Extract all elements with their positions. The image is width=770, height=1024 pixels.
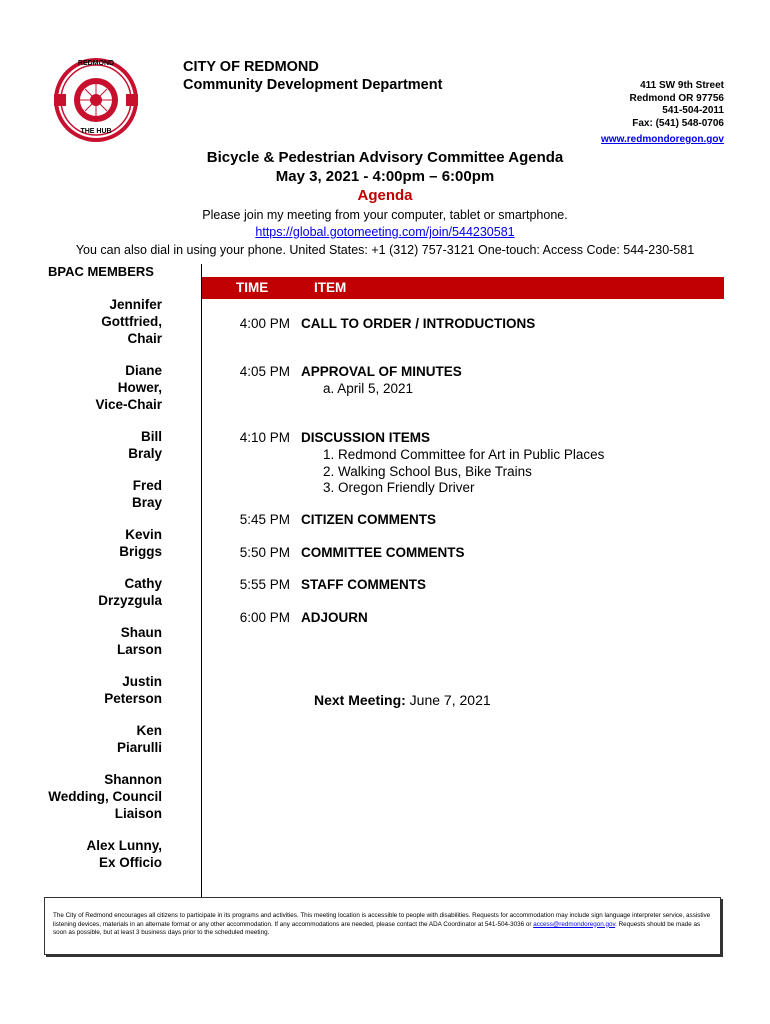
ada-email-link[interactable]: access@redmondoregon.gov: [533, 920, 616, 928]
time-column-header: TIME: [236, 280, 269, 295]
meeting-date: May 3, 2021 - 4:00pm – 6:00pm: [275, 168, 495, 185]
member-entry: [30, 771, 162, 822]
agenda-item: CITIZEN COMMENTS: [301, 512, 436, 527]
member-line: Ex Officio: [98, 855, 162, 870]
members-heading: BPAC MEMBERS: [48, 264, 154, 279]
agenda-subitem: a. April 5, 2021: [323, 381, 414, 396]
agenda-item: STAFF COMMENTS: [301, 577, 426, 592]
member-line: Piarulli: [116, 740, 162, 755]
members-list: [30, 296, 162, 886]
department-block: [183, 58, 442, 94]
member-entry: [30, 624, 162, 658]
member-line: Bray: [131, 495, 162, 510]
member-line: Justin: [122, 674, 162, 689]
agenda-item: DISCUSSION ITEMS: [301, 430, 431, 445]
member-entry: [30, 673, 162, 707]
member-line: Liaison: [114, 806, 162, 821]
agenda-item: COMMITTEE COMMENTS: [301, 545, 465, 560]
dial-in-info: You can also dial in using your phone. United States: +1 (312) 757-3121 One-touch: Access Code: 544-230-581: [75, 243, 695, 257]
footer-text-after: . Requests should be made as soon as possible, but at least 3 business days prior to the scheduled meeting.: [53, 920, 701, 936]
logo-text-top: REDMOND: [77, 60, 115, 67]
member-line: Hower,: [117, 380, 162, 395]
member-line: Fred: [132, 478, 162, 493]
agenda-subitem: 2. Walking School Bus, Bike Trains: [323, 463, 532, 479]
join-block: [0, 207, 770, 241]
member-line: Bill: [140, 429, 162, 444]
agenda-time: 5:55 PM: [239, 577, 290, 592]
phone-number: 541-504-2011: [662, 105, 724, 116]
next-meeting-label: Next Meeting:: [314, 692, 406, 708]
department-name: Community Development Department: [183, 77, 443, 93]
address-block: [601, 80, 724, 147]
member-line: Wedding, Council: [48, 789, 162, 804]
agenda-header-bar: [202, 277, 724, 299]
agenda-subitem: 3. Oregon Friendly Driver: [323, 480, 475, 495]
member-line: Diane: [125, 363, 162, 378]
member-line: Larson: [116, 642, 162, 657]
member-line: Alex Lunny,: [86, 838, 162, 853]
member-entry: [30, 428, 162, 462]
accessibility-footer: [44, 897, 721, 955]
agenda-time: 4:05 PM: [239, 364, 290, 379]
member-line: Briggs: [119, 544, 162, 559]
address-line2: Redmond OR 97756: [629, 92, 724, 104]
member-line: Shannon: [104, 772, 162, 787]
agenda-subitems: [301, 447, 604, 497]
agenda-time: 4:00 PM: [239, 316, 290, 331]
logo-text-bottom: THE HUB: [80, 128, 112, 135]
meeting-link[interactable]: https://global.gotomeeting.com/join/544230581: [255, 225, 515, 239]
agenda-heading: Agenda: [357, 187, 413, 204]
member-line: Drzyzgula: [98, 593, 162, 608]
agenda-time: 5:45 PM: [239, 512, 290, 527]
join-instructions: Please join my meeting from your computer, tablet or smartphone.: [202, 208, 568, 222]
agenda-time: 5:50 PM: [239, 545, 290, 560]
member-line: Ken: [136, 723, 162, 738]
address-line1: 411 SW 9th Street: [640, 80, 724, 91]
member-line: Vice-Chair: [95, 397, 162, 412]
city-name: CITY OF REDMOND: [183, 59, 319, 75]
member-entry: [30, 722, 162, 756]
member-line: Gottfried,: [101, 314, 162, 329]
agenda-time: 6:00 PM: [239, 610, 290, 625]
member-line: Jennifer: [109, 297, 162, 312]
agenda-item: CALL TO ORDER / INTRODUCTIONS: [301, 316, 536, 331]
member-entry: [30, 296, 162, 347]
footer-text-before: The City of Redmond encourages all citizens to participate in its programs and activities. This meeting location is accessible to people with disabilities. Requests for accommodation may include sign language interpreter service, assistive listening devices, materials in an alternate format or any other accommodation. If any accommodations are needed, please contact the ADA Coordinator at 541-504-3036 or: [53, 912, 711, 928]
website-link[interactable]: www.redmondoregon.gov: [601, 134, 724, 145]
member-line: Kevin: [125, 527, 162, 542]
member-entry: [30, 575, 162, 609]
member-line: Cathy: [124, 576, 162, 591]
member-entry: [30, 526, 162, 560]
item-column-header: ITEM: [314, 280, 347, 295]
agenda-item: ADJOURN: [301, 610, 368, 625]
member-line: Chair: [127, 331, 162, 346]
agenda-item: APPROVAL OF MINUTES: [301, 364, 462, 379]
committee-title: Bicycle & Pedestrian Advisory Committee Agenda: [206, 149, 564, 166]
next-meeting: [314, 692, 491, 708]
member-line: Braly: [128, 446, 162, 461]
member-line: Peterson: [104, 691, 162, 706]
fax-number: Fax: (541) 548-0706: [632, 117, 724, 129]
next-meeting-date: June 7, 2021: [405, 692, 491, 708]
member-entry: [30, 477, 162, 511]
agenda-subitem: 1. Redmond Committee for Art in Public Places: [323, 447, 605, 462]
agenda-time: 4:10 PM: [239, 430, 290, 445]
member-entry: [30, 362, 162, 413]
member-entry: [30, 837, 162, 871]
title-block: [0, 148, 770, 205]
member-line: Shaun: [120, 625, 162, 640]
agenda-subitems: [301, 381, 413, 398]
